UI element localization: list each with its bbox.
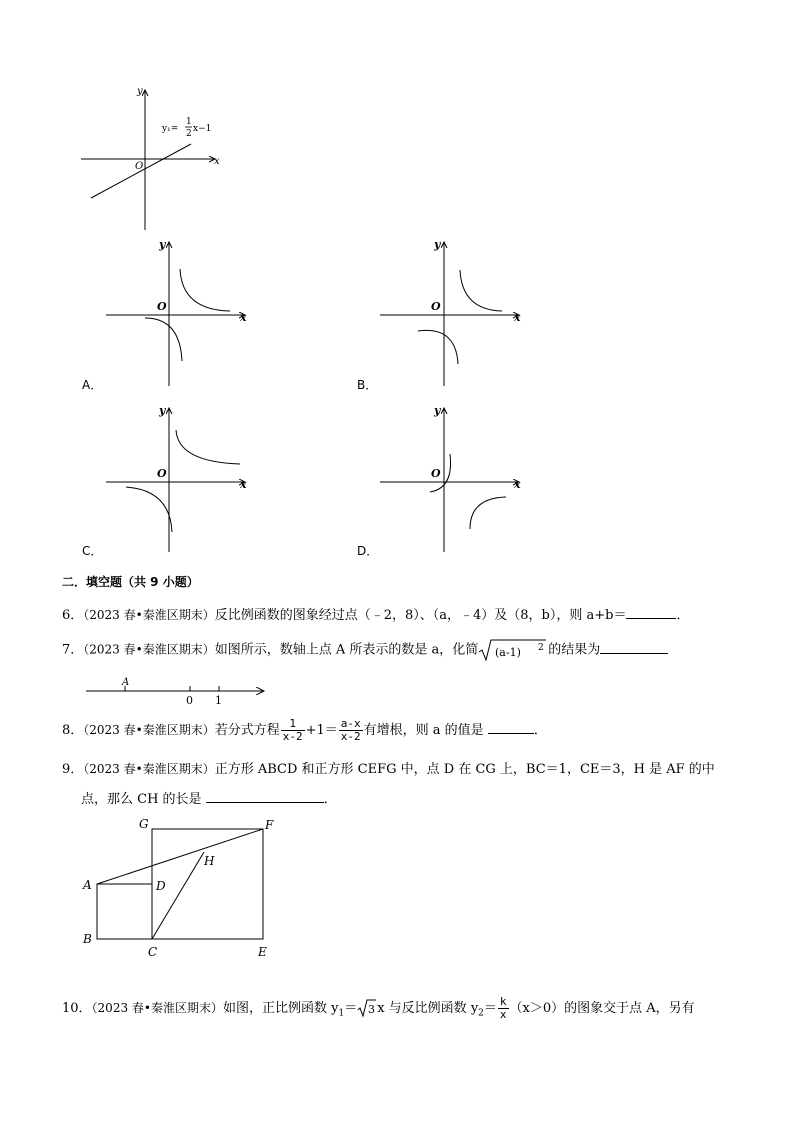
option-a-x-label: x <box>240 311 247 324</box>
q9-source: （2023 春•秦淮区期末） <box>83 762 215 776</box>
option-d-label: D． <box>357 544 379 558</box>
q7-exponent: 2 <box>538 643 544 653</box>
question-9-line-1 <box>62 759 715 780</box>
q6-text: 反比例函数的图象经过点（﹣2，8）、（a，﹣4）及（8，b），则 a+b＝ <box>214 608 627 623</box>
q10-number: 10． <box>62 1001 92 1016</box>
option-c-graph <box>100 402 255 556</box>
option-c-label: C． <box>82 544 103 558</box>
section-title: 二．填空题（共 9 小题） <box>62 575 199 589</box>
q10-fraction <box>498 996 509 1021</box>
q8-answer-blank[interactable] <box>488 719 534 734</box>
equation-prefix: y₁= <box>162 124 179 134</box>
q10-t4: ＝ <box>483 1001 497 1016</box>
origin-label: O <box>135 161 144 172</box>
q7-sqrt <box>478 638 548 662</box>
q9-line-2: 点，那么 CH 的长是 <box>81 792 202 807</box>
q8-end: ． <box>533 723 547 738</box>
option-b-x-label: x <box>514 311 521 324</box>
question-8 <box>62 718 547 743</box>
option-b-graph <box>374 236 529 390</box>
q10-source: （2023 春•秦淮区期末） <box>91 1001 223 1015</box>
q8-mid: +1＝ <box>305 723 338 738</box>
option-d-y-label: y <box>434 404 441 417</box>
q7-number-line <box>84 676 269 706</box>
q6-answer-blank[interactable] <box>626 604 676 619</box>
option-b-label: B． <box>357 378 378 392</box>
option-b-y-label: y <box>434 238 441 251</box>
option-a-y-label: y <box>159 238 166 251</box>
option-c-y-label: y <box>159 404 166 417</box>
tick-zero: 0 <box>186 694 193 706</box>
equation-suffix: x−1 <box>193 124 212 134</box>
option-a-graph <box>100 236 255 390</box>
label-e: E <box>258 945 267 959</box>
question-6 <box>62 604 690 626</box>
q10-t1: 如图，正比例函数 y <box>222 1001 339 1016</box>
equation-num: 1 <box>186 117 192 127</box>
x-axis-label: x <box>214 156 220 167</box>
option-a-origin: O <box>157 300 167 313</box>
option-d-origin: O <box>431 467 441 480</box>
q9-answer-blank[interactable] <box>206 788 324 803</box>
q10-sqrt <box>357 998 377 1019</box>
question-7 <box>62 638 668 662</box>
q9-squares-figure <box>78 814 283 964</box>
y-axis-label: y <box>137 86 143 97</box>
q6-number: 6． <box>62 608 84 623</box>
q8-f1-numerator: 1 <box>281 718 305 731</box>
q8-f2-numerator: a-x <box>340 717 361 730</box>
q10-root: 3 <box>368 1003 376 1017</box>
q7-source: （2023 春•秦淮区期末） <box>83 642 215 657</box>
q7-radicand: (a-1) <box>495 646 522 659</box>
q9-end: ． <box>323 792 337 807</box>
q8-f1-denominator: x-2 <box>282 730 303 743</box>
label-f: F <box>265 818 274 832</box>
label-b: B <box>83 932 92 946</box>
q10-t2: ＝ <box>344 1001 358 1016</box>
q8-text-2: 有增根，则 a 的值是 <box>363 723 484 738</box>
q7-answer-blank[interactable] <box>600 639 668 654</box>
label-d: D <box>156 879 166 893</box>
option-d-graph <box>374 402 529 556</box>
linear-function-graph <box>75 82 235 234</box>
question-9-line-2 <box>81 788 337 810</box>
q7-text-1: 如图所示，数轴上点 A 所表示的数是 a，化简 <box>214 642 479 658</box>
point-a-label: A <box>122 677 130 688</box>
q7-number: 7． <box>62 642 84 658</box>
q8-source: （2023 春•秦淮区期末） <box>83 723 215 737</box>
q8-fraction-1 <box>281 718 305 743</box>
label-a: A <box>83 878 92 892</box>
q10-denominator: x <box>499 1008 507 1021</box>
option-c-x-label: x <box>240 478 247 491</box>
q7-text-2: 的结果为 <box>548 642 601 658</box>
option-a-label: A． <box>82 378 103 392</box>
label-h: H <box>204 854 215 868</box>
q9-line-1: 正方形 ABCD 和正方形 CEFG 中，点 D 在 CG 上，BC＝1，CE＝3，H 是 AF 的中 <box>214 762 715 777</box>
q8-fraction-2 <box>339 718 363 743</box>
q9-number: 9． <box>62 762 84 777</box>
q8-f2-denominator: x-2 <box>340 730 361 743</box>
tick-one: 1 <box>215 694 222 706</box>
q10-numerator: k <box>499 995 507 1008</box>
q8-number: 8． <box>62 723 84 738</box>
q10-sub-1: 1 <box>338 1008 345 1019</box>
equation-den: 2 <box>186 129 192 139</box>
q10-t5: （x＞0）的图象交于点 A，另有 <box>509 1001 695 1016</box>
q6-end: ． <box>676 608 690 623</box>
option-b-origin: O <box>431 300 441 313</box>
q8-text-1: 若分式方程 <box>214 723 280 738</box>
label-c: C <box>148 945 158 959</box>
label-g: G <box>139 817 149 831</box>
q10-t3: x 与反比例函数 y <box>377 1001 479 1016</box>
q6-source: （2023 春•秦淮区期末） <box>83 608 215 622</box>
option-c-origin: O <box>157 467 167 480</box>
option-d-x-label: x <box>514 478 521 491</box>
question-10 <box>62 996 695 1024</box>
q10-sub-2: 2 <box>478 1008 484 1019</box>
